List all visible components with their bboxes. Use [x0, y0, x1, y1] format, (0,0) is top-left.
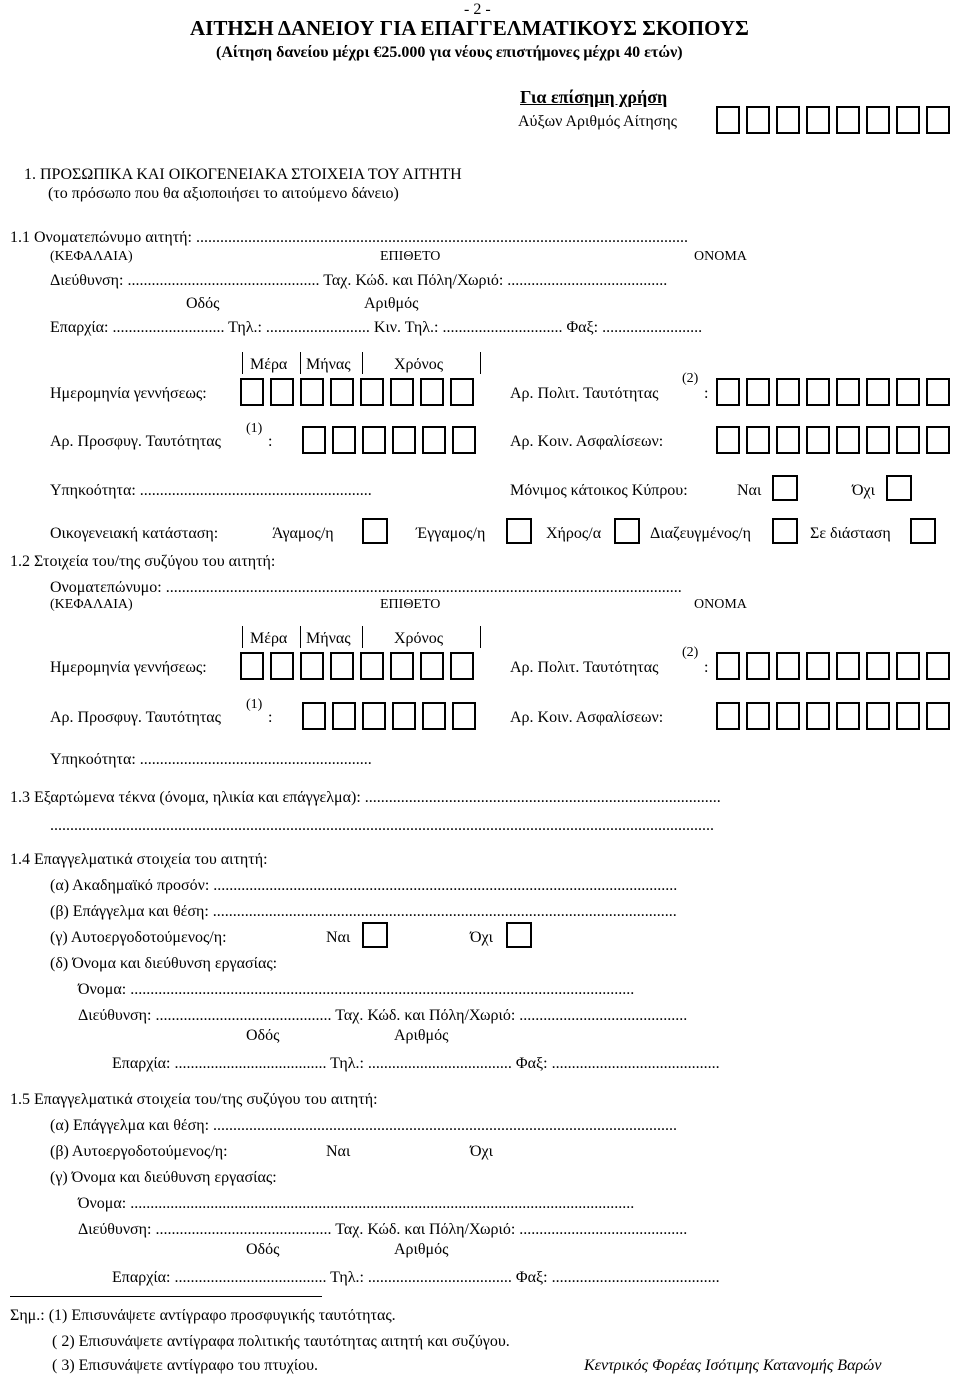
- applicant-social-ins-boxes[interactable]: [716, 426, 950, 454]
- id-digit-box[interactable]: [452, 426, 476, 454]
- spouse-section-heading: 1.2 Στοιχεία του/της συζύγου του αιτητή:: [10, 553, 276, 570]
- id-digit-box[interactable]: [866, 652, 890, 680]
- workplace-label: (δ) Όνομα και διεύθυνση εργασίας:: [50, 955, 278, 972]
- day-label: Μέρα: [250, 356, 288, 373]
- footnote-3: ( 3) Επισυνάψετε αντίγραφο του πτυχίου.: [52, 1357, 318, 1374]
- serial-digit-box[interactable]: [836, 106, 860, 134]
- separated-label: Σε διάσταση: [810, 525, 891, 542]
- id-digit-box[interactable]: [392, 702, 416, 730]
- spouse-self-employed-yes-label: Ναι: [326, 1143, 351, 1160]
- id-digit-box[interactable]: [392, 426, 416, 454]
- self-employed-no-checkbox[interactable]: [506, 922, 532, 948]
- divorced-label: Διαζευγμένος/η: [650, 525, 751, 542]
- firstname-label: ΟΝΟΜΑ: [694, 249, 747, 264]
- dob-digit-box[interactable]: [300, 378, 324, 406]
- spouse-civil-id-boxes[interactable]: [716, 652, 950, 680]
- resident-yes-checkbox[interactable]: [772, 475, 798, 501]
- ins-digit-box[interactable]: [836, 426, 860, 454]
- refugee-id-note: (1): [246, 421, 263, 436]
- applicant-name-field[interactable]: 1.1 Ονοματεπώνυμο αιτητή: ...........................................................................................................................: [10, 229, 688, 246]
- section1-heading: 1. ΠΡΟΣΩΠΙΚΑ ΚΑΙ ΟΙΚΟΓΕΝΕΙΑΚΑ ΣΤΟΙΧΕΙΑ ΤΟΥ ΑΙΤΗΤΗ: [24, 166, 462, 183]
- spouse-occupation-field[interactable]: (α) Επάγγελμα και θέση: ....................................................................................................................: [50, 1117, 678, 1134]
- married-label: Έγγαμος/η: [416, 525, 486, 542]
- civil-id-note: (2): [682, 371, 699, 386]
- dob-digit-box[interactable]: [390, 652, 414, 680]
- spouse-citizenship-field[interactable]: Υπηκοότητα: ..........................................................: [50, 751, 372, 768]
- self-employed-yes-checkbox[interactable]: [362, 922, 388, 948]
- single-checkbox[interactable]: [362, 518, 388, 544]
- id-digit-box[interactable]: [332, 702, 356, 730]
- spouse-workplace-street-label: Οδός: [246, 1241, 280, 1258]
- dob-digit-box[interactable]: [420, 378, 444, 406]
- ins-digit-box[interactable]: [866, 702, 890, 730]
- id-digit-box[interactable]: [836, 378, 860, 406]
- dob-digit-box[interactable]: [420, 652, 444, 680]
- street-label: Οδός: [186, 295, 220, 312]
- serial-number-boxes[interactable]: [716, 106, 950, 134]
- caps-label: (ΚΕΦΑΛΑΙΑ): [50, 249, 133, 264]
- spouse-civil-id-label: Αρ. Πολιτ. Ταυτότητας: [510, 659, 659, 676]
- spouse-workplace-label: (γ) Όνομα και διεύθυνση εργασίας:: [50, 1169, 277, 1186]
- spouse-day-label: Μέρα: [250, 630, 288, 647]
- self-employed-label: (γ) Αυτοεργοδοτούμενος/η:: [50, 929, 227, 946]
- spouse-civil-id-note: (2): [682, 645, 699, 660]
- spouse-refugee-id-boxes[interactable]: [302, 702, 476, 730]
- applicant-dob-label: Ημερομηνία γεννήσεως:: [50, 385, 207, 402]
- id-digit-box[interactable]: [926, 652, 950, 680]
- applicant-dob-boxes[interactable]: [240, 378, 474, 406]
- footer-organization: Κεντρικός Φορέας Ισότιμης Κατανομής Βαρών: [584, 1357, 882, 1374]
- id-digit-box[interactable]: [302, 426, 326, 454]
- id-digit-box[interactable]: [716, 652, 740, 680]
- id-digit-box[interactable]: [836, 652, 860, 680]
- marital-status-label: Οικογενειακή κατάσταση:: [50, 525, 219, 542]
- dob-digit-box[interactable]: [270, 652, 294, 680]
- single-label: Άγαμος/η: [272, 525, 334, 542]
- serial-digit-box[interactable]: [866, 106, 890, 134]
- ins-digit-box[interactable]: [866, 426, 890, 454]
- id-digit-box[interactable]: [776, 652, 800, 680]
- dob-digit-box[interactable]: [240, 378, 264, 406]
- dob-digit-box[interactable]: [330, 378, 354, 406]
- academic-qualification-field[interactable]: (α) Ακαδημαϊκό προσόν: ....................................................................................................................: [50, 877, 678, 894]
- resident-no-label: Όχι: [852, 482, 875, 499]
- dob-digit-box[interactable]: [240, 652, 264, 680]
- spouse-month-label: Μήνας: [306, 630, 351, 647]
- spouse-workplace-address-field[interactable]: Διεύθυνση: ............................................ Ταχ. Κώδ. και Πόλη/Χωριό: ..........................................: [78, 1221, 688, 1238]
- spouse-social-ins-label: Αρ. Κοιν. Ασφαλίσεων:: [510, 709, 664, 726]
- spouse-social-ins-boxes[interactable]: [716, 702, 950, 730]
- applicant-civil-id-label: Αρ. Πολιτ. Ταυτότητας: [510, 385, 659, 402]
- ins-digit-box[interactable]: [926, 426, 950, 454]
- ins-digit-box[interactable]: [896, 702, 920, 730]
- serial-digit-box[interactable]: [806, 106, 830, 134]
- children-field[interactable]: 1.3 Εξαρτώμενα τέκνα (όνομα, ηλικία και επάγγελμα): .........................................................................................: [10, 789, 721, 806]
- spouse-workplace-name-field[interactable]: Όνομα: ..............................................................................................................................: [78, 1195, 635, 1212]
- ins-digit-box[interactable]: [806, 426, 830, 454]
- dob-digit-box[interactable]: [450, 652, 474, 680]
- spouse-refugee-id-note: (1): [246, 697, 263, 712]
- spouse-dob-boxes[interactable]: [240, 652, 474, 680]
- applicant-district-field[interactable]: Επαρχία: ............................ Τηλ.: .......................... Κιν. Τηλ.: .............................. Φαξ: .........................: [50, 319, 703, 336]
- form-subtitle: (Αίτηση δανείου μέχρι €25.000 για νέους επιστήμονες μέχρι 40 ετών): [216, 44, 683, 61]
- children-field-continuation[interactable]: ......................................................................................................................................................................: [50, 817, 714, 834]
- dob-digit-box[interactable]: [450, 378, 474, 406]
- occupation-position-field[interactable]: (β) Επάγγελμα και θέση: ....................................................................................................................: [50, 903, 677, 920]
- section1-subheading: (το πρόσωπο που θα αξιοποιήσει το αιτούμενο δάνειο): [48, 185, 399, 202]
- serial-digit-box[interactable]: [896, 106, 920, 134]
- applicant-social-ins-label: Αρ. Κοιν. Ασφαλίσεων:: [510, 433, 664, 450]
- year-label: Χρόνος: [394, 356, 444, 373]
- widowed-checkbox[interactable]: [614, 518, 640, 544]
- applicant-citizenship-field[interactable]: Υπηκοότητα: ..........................................................: [50, 482, 372, 499]
- dob-digit-box[interactable]: [330, 652, 354, 680]
- id-digit-box[interactable]: [362, 702, 386, 730]
- spouse-firstname-label: ΟΝΟΜΑ: [694, 597, 747, 612]
- id-digit-box[interactable]: [716, 378, 740, 406]
- self-employed-yes-label: Ναι: [326, 929, 351, 946]
- married-checkbox[interactable]: [506, 518, 532, 544]
- ins-digit-box[interactable]: [926, 702, 950, 730]
- official-use-heading: Για επίσημη χρήση: [520, 87, 668, 107]
- footnote-2: ( 2) Επισυνάψετε αντίγραφα πολιτικής ταυτότητας αιτητή και συζύγου.: [52, 1333, 510, 1350]
- serial-digit-box[interactable]: [926, 106, 950, 134]
- workplace-address-field[interactable]: Διεύθυνση: ............................................ Ταχ. Κώδ. και Πόλη/Χωριό: ..........................................: [78, 1007, 688, 1024]
- number-label: Αριθμός: [364, 295, 419, 312]
- id-digit-box[interactable]: [896, 652, 920, 680]
- serial-digit-box[interactable]: [776, 106, 800, 134]
- workplace-number-label: Αριθμός: [394, 1027, 449, 1044]
- id-digit-box[interactable]: [422, 702, 446, 730]
- dob-digit-box[interactable]: [360, 652, 384, 680]
- ins-digit-box[interactable]: [776, 702, 800, 730]
- ins-digit-box[interactable]: [836, 702, 860, 730]
- spouse-dob-label: Ημερομηνία γεννήσεως:: [50, 659, 207, 676]
- widowed-label: Χήρος/α: [546, 525, 602, 542]
- self-employed-no-label: Όχι: [470, 929, 493, 946]
- id-digit-box[interactable]: [746, 652, 770, 680]
- spouse-workplace-number-label: Αριθμός: [394, 1241, 449, 1258]
- id-digit-box[interactable]: [776, 378, 800, 406]
- id-digit-box[interactable]: [896, 378, 920, 406]
- id-digit-box[interactable]: [362, 426, 386, 454]
- footnote-1: Σημ.: (1) Επισυνάψετε αντίγραφο προσφυγικής ταυτότητας.: [10, 1307, 396, 1324]
- page-number: - 2 -: [464, 1, 491, 18]
- resident-label: Μόνιμος κάτοικος Κύπρου:: [510, 482, 688, 499]
- applicant-refugee-id-label: Αρ. Προσφυγ. Ταυτότητας: [50, 433, 221, 450]
- spouse-caps-label: (ΚΕΦΑΛΑΙΑ): [50, 597, 133, 612]
- id-digit-box[interactable]: [452, 702, 476, 730]
- id-digit-box[interactable]: [806, 652, 830, 680]
- dob-digit-box[interactable]: [360, 378, 384, 406]
- id-digit-box[interactable]: [302, 702, 326, 730]
- applicant-address-field[interactable]: Διεύθυνση: ................................................ Ταχ. Κώδ. και Πόλη/Χωριό: ........................................: [50, 272, 668, 289]
- ins-digit-box[interactable]: [896, 426, 920, 454]
- serial-number-label: Αύξων Αριθμός Αίτησης: [518, 113, 678, 130]
- dob-digit-box[interactable]: [300, 652, 324, 680]
- id-digit-box[interactable]: [422, 426, 446, 454]
- spouse-year-label: Χρόνος: [394, 630, 444, 647]
- ins-digit-box[interactable]: [806, 702, 830, 730]
- form-title: ΑΙΤΗΣΗ ΔΑΝΕΙΟΥ ΓΙΑ ΕΠΑΓΓΕΛΜΑΤΙΚΟΥΣ ΣΚΟΠΟΥΣ: [190, 16, 749, 40]
- workplace-street-label: Οδός: [246, 1027, 280, 1044]
- separated-checkbox[interactable]: [910, 518, 936, 544]
- spouse-refugee-id-label: Αρ. Προσφυγ. Ταυτότητας: [50, 709, 221, 726]
- dob-digit-box[interactable]: [270, 378, 294, 406]
- id-digit-box[interactable]: [806, 378, 830, 406]
- ins-digit-box[interactable]: [746, 702, 770, 730]
- id-digit-box[interactable]: [332, 426, 356, 454]
- ins-digit-box[interactable]: [776, 426, 800, 454]
- spouse-surname-label: ΕΠΙΘΕΤΟ: [380, 597, 441, 612]
- month-label: Μήνας: [306, 356, 351, 373]
- ins-digit-box[interactable]: [716, 426, 740, 454]
- serial-digit-box[interactable]: [746, 106, 770, 134]
- footnote-divider: [10, 1296, 322, 1297]
- ins-digit-box[interactable]: [746, 426, 770, 454]
- spouse-name-field[interactable]: Ονοματεπώνυμο: .................................................................................................................................: [50, 579, 682, 596]
- id-digit-box[interactable]: [926, 378, 950, 406]
- serial-digit-box[interactable]: [716, 106, 740, 134]
- spouse-self-employed-label: (β) Αυτοεργοδοτούμενος/η:: [50, 1143, 228, 1160]
- applicant-civil-id-boxes[interactable]: [716, 378, 950, 406]
- workplace-district-field[interactable]: Επαρχία: ...................................... Τηλ.: .................................... Φαξ: ..........................................: [112, 1055, 720, 1072]
- applicant-refugee-id-boxes[interactable]: [302, 426, 476, 454]
- surname-label: ΕΠΙΘΕΤΟ: [380, 249, 441, 264]
- ins-digit-box[interactable]: [716, 702, 740, 730]
- divorced-checkbox[interactable]: [772, 518, 798, 544]
- workplace-name-field[interactable]: Όνομα: ..............................................................................................................................: [78, 981, 635, 998]
- resident-yes-label: Ναι: [737, 482, 762, 499]
- spouse-workplace-district-field[interactable]: Επαρχία: ...................................... Τηλ.: .................................... Φαξ: ..........................................: [112, 1269, 720, 1286]
- applicant-professional-heading: 1.4 Επαγγελματικά στοιχεία του αιτητή:: [10, 851, 268, 868]
- id-digit-box[interactable]: [746, 378, 770, 406]
- dob-digit-box[interactable]: [390, 378, 414, 406]
- spouse-professional-heading: 1.5 Επαγγελματικά στοιχεία του/της συζύγου του αιτητή:: [10, 1091, 378, 1108]
- spouse-self-employed-no-label: Όχι: [470, 1143, 493, 1160]
- id-digit-box[interactable]: [866, 378, 890, 406]
- resident-no-checkbox[interactable]: [886, 475, 912, 501]
